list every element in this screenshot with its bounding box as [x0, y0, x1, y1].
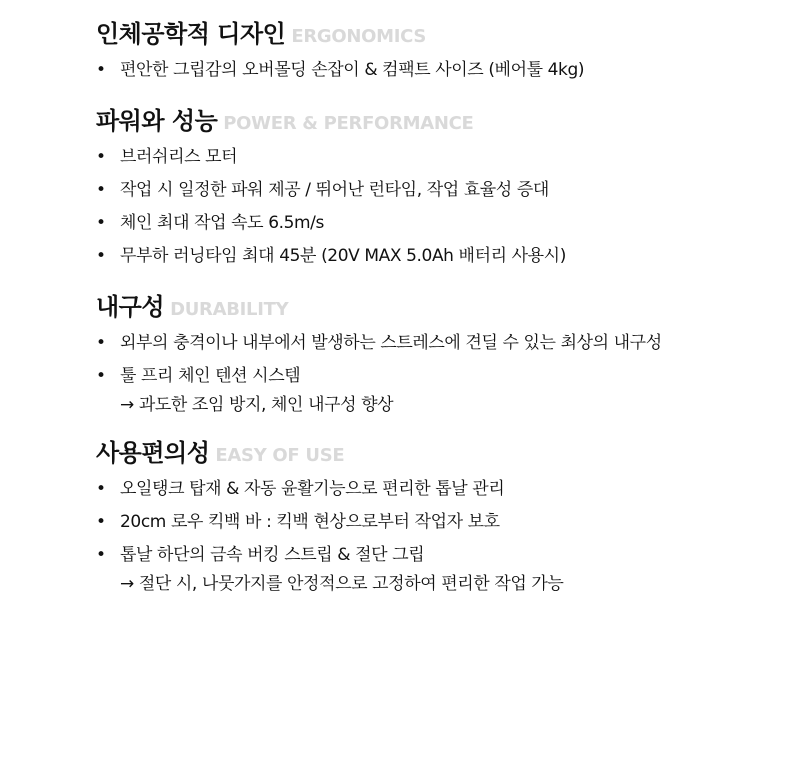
- section-power-performance: [96, 101, 800, 273]
- bullet-icon: •: [96, 512, 106, 532]
- section-ease-of-use: [96, 433, 800, 598]
- list-item-subtext: → 절단 시, 나뭇가지를 안정적으로 고정하여 편리한 작업 가능: [120, 574, 564, 594]
- section-title: [96, 287, 800, 323]
- list-item-text: 오일탱크 탑재 & 자동 윤활기능으로 편리한 톱날 관리: [120, 479, 505, 499]
- section-title-korean: 사용편의성: [96, 439, 210, 467]
- section-durability: [96, 287, 800, 419]
- bullet-icon: •: [96, 180, 106, 200]
- list-item-text: 톱날 하단의 금속 버킹 스트립 & 절단 그립: [120, 545, 425, 565]
- list-item: [96, 141, 800, 174]
- section-title-korean: 파워와 성능: [96, 107, 218, 135]
- section-title-english: EASY OF USE: [215, 445, 345, 466]
- section-title: [96, 101, 800, 137]
- list-item: [96, 327, 800, 360]
- list-item: [96, 506, 800, 539]
- list-item-text: 체인 최대 작업 속도 6.5m/s: [120, 213, 324, 233]
- section-title: [96, 433, 800, 469]
- section-title-english: ERGONOMICS: [291, 26, 427, 47]
- list-item: [96, 174, 800, 207]
- bullet-icon: •: [96, 246, 106, 266]
- list-item-text: 외부의 충격이나 내부에서 발생하는 스트레스에 견딜 수 있는 최상의 내구성: [120, 333, 662, 353]
- bullet-icon: •: [96, 366, 106, 386]
- bullet-icon: •: [96, 545, 106, 565]
- list-item: [96, 360, 800, 419]
- list-item-text: 무부하 러닝타임 최대 45분 (20V MAX 5.0Ah 배터리 사용시): [120, 246, 566, 266]
- list-item-text: 툴 프리 체인 텐션 시스템: [120, 366, 301, 386]
- feature-list: [96, 327, 800, 419]
- list-item-text: 브러쉬리스 모터: [120, 147, 238, 167]
- bullet-icon: •: [96, 479, 106, 499]
- bullet-icon: •: [96, 147, 106, 167]
- section-title-korean: 인체공학적 디자인: [96, 20, 286, 48]
- feature-list: [96, 54, 800, 87]
- list-item: [96, 473, 800, 506]
- section-title-english: DURABILITY: [170, 299, 289, 320]
- bullet-icon: •: [96, 213, 106, 233]
- list-item: [96, 539, 800, 598]
- list-item-text: 편안한 그립감의 오버몰딩 손잡이 & 컴팩트 사이즈 (베어툴 4kg): [120, 60, 585, 80]
- bullet-icon: •: [96, 60, 106, 80]
- section-title-english: POWER & PERFORMANCE: [223, 113, 474, 134]
- section-title-korean: 내구성: [96, 293, 165, 321]
- list-item: [96, 207, 800, 240]
- list-item-subtext: → 과도한 조임 방지, 체인 내구성 향상: [120, 395, 394, 415]
- section-title: [96, 14, 800, 50]
- bullet-icon: •: [96, 333, 106, 353]
- feature-list: [96, 473, 800, 598]
- list-item-text: 작업 시 일정한 파워 제공 / 뛰어난 런타임, 작업 효율성 증대: [120, 180, 549, 200]
- section-ergonomics: [96, 14, 800, 87]
- list-item: [96, 240, 800, 273]
- list-item: [96, 54, 800, 87]
- feature-list: [96, 141, 800, 273]
- list-item-text: 20cm 로우 킥백 바 : 킥백 현상으로부터 작업자 보호: [120, 512, 500, 532]
